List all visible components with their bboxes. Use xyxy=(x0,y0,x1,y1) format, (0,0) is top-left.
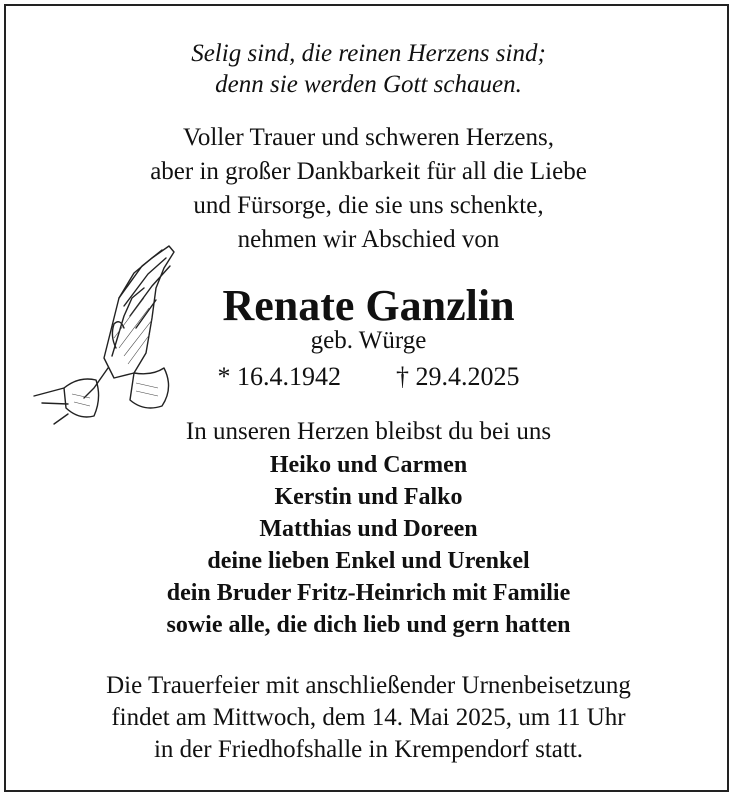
mourners-intro: In unseren Herzen bleibst du bei uns xyxy=(185,418,552,445)
life-dates xyxy=(0,362,737,392)
death-date: † 29.4.2025 xyxy=(396,362,520,391)
mourner-line-2: Kerstin und Falko xyxy=(274,484,463,510)
service-line-3: in der Friedhofshalle in Krempendorf statt. xyxy=(153,736,584,763)
mourner-line-1: Heiko und Carmen xyxy=(269,452,468,478)
deceased-name: Renate Ganzlin xyxy=(222,281,515,330)
birth-date: * 16.4.1942 xyxy=(217,362,341,391)
mourner-line-3: Matthias und Doreen xyxy=(259,516,478,542)
intro-line-3: und Fürsorge, die sie uns schenkte, xyxy=(193,192,544,219)
service-line-1: Die Trauerfeier mit anschließender Urnenbeisetzung xyxy=(106,672,631,699)
birth-name: geb. Würge xyxy=(310,327,427,354)
intro-line-2: aber in großer Dankbarkeit für all die Liebe xyxy=(150,158,587,185)
mourner-line-4: deine lieben Enkel und Urenkel xyxy=(207,548,530,574)
intro-line-1: Voller Trauer und schweren Herzens, xyxy=(183,124,554,151)
service-line-2: findet am Mittwoch, dem 14. Mai 2025, um 11 Uhr xyxy=(111,704,626,731)
bible-quote-line-2: denn sie werden Gott schauen. xyxy=(215,71,522,98)
mourner-line-6: sowie alle, die dich lieb und gern hatten xyxy=(166,612,571,638)
intro-line-4: nehmen wir Abschied von xyxy=(237,226,500,253)
mourner-line-5: dein Bruder Fritz-Heinrich mit Familie xyxy=(166,580,571,606)
bible-quote-line-1: Selig sind, die reinen Herzens sind; xyxy=(191,40,546,67)
